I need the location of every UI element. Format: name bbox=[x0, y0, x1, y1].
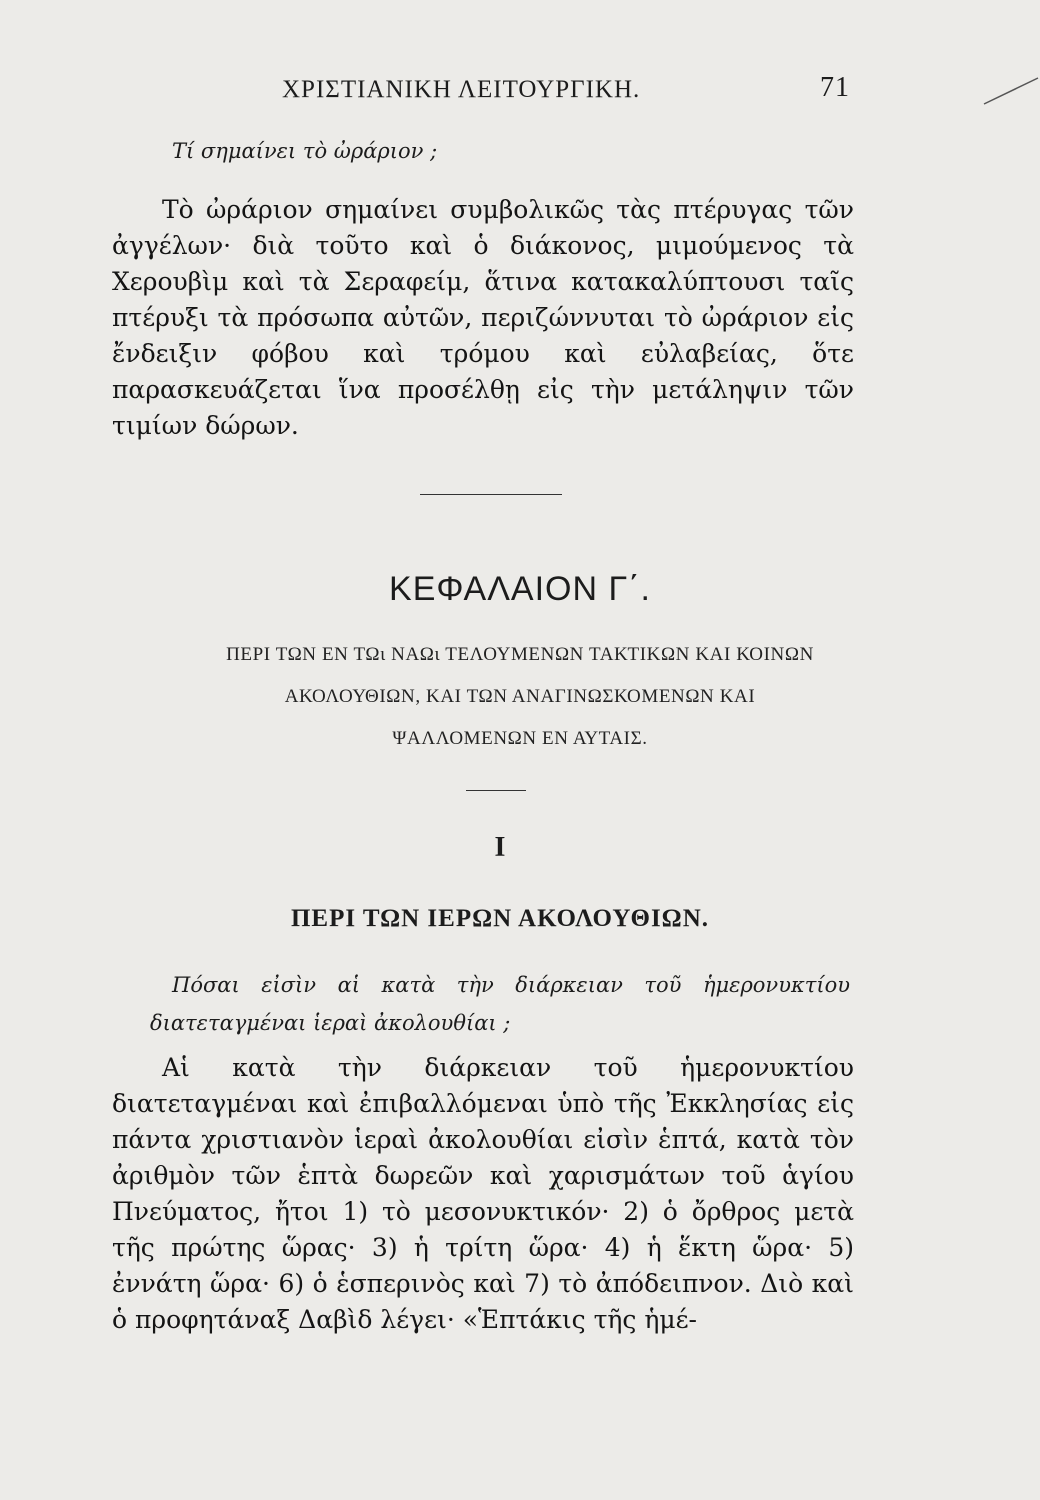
paper-edge-mark bbox=[980, 70, 1040, 140]
chapter-subtitle-line: ΠΕΡΙ ΤΩΝ ΕΝ ΤΩι ΝΑΩι ΤΕΛΟΥΜΕΝΩΝ ΤΑΚΤΙΚΩΝ ΚΑΙ ΚΟΙΝΩΝ bbox=[226, 644, 814, 665]
chapter-subtitle-line: ΑΚΟΛΟΥΘΙΩΝ, ΚΑΙ ΤΩΝ ΑΝΑΓΙΝΩΣΚΟΜΕΝΩΝ ΚΑΙ bbox=[284, 686, 756, 707]
question-services: Πόσαι εἰσὶν αἱ κατὰ τὴν διάρκειαν τοῦ ἡμερονυκτίου διατεταγμέναι ἱεραὶ ἀκολουθίαι ; bbox=[150, 973, 850, 1035]
chapter-subtitle-line: ΨΑΛΛΟΜΕΝΩΝ ΕΝ ΑΥΤΑΙΣ. bbox=[392, 728, 648, 749]
section-number: Ι bbox=[494, 832, 506, 863]
answer-orarion: Τὸ ὠράριον σημαίνει συμβολικῶς τὰς πτέρυγας τῶν ἀγγέλων· διὰ τοῦτο καὶ ὁ διάκονος, μιμούμενος τὰ Χερουβὶμ καὶ τὰ Σεραφείμ, ἅτινα κατακαλύπτουσι ταῖς πτέρυξι τὰ πρόσωπα αὐτῶν, περιζώννυται τὸ ὠράριον εἰς ἔνδειξιν φόβου καὶ τρόμου καὶ εὐλαβείας, ὅτε παρασκευάζεται ἵνα προσέλθῃ εἰς τὴν μετάληψιν τῶν τιμίων δώρων. bbox=[112, 195, 854, 440]
page-header bbox=[282, 72, 850, 112]
chapter-title: ΚΕΦΑΛΑΙΟΝ Γ΄. bbox=[389, 570, 651, 608]
section-title: ΠΕΡΙ ΤΩΝ ΙΕΡΩΝ ΑΚΟΛΟΥΘΙΩΝ. bbox=[290, 905, 710, 932]
question-orarion: Τί σημαίνει τὸ ὠράριον ; bbox=[172, 139, 438, 163]
chapter-subtitle bbox=[140, 634, 900, 760]
page-number: 71 bbox=[820, 72, 850, 103]
separator-rule bbox=[420, 494, 562, 495]
running-title: ΧΡΙΣΤΙΑΝΙΚΗ ΛΕΙΤΟΥΡΓΙΚΗ. bbox=[282, 76, 641, 103]
answer-services: Αἱ κατὰ τὴν διάρκειαν τοῦ ἡμερονυκτίου διατεταγμέναι καὶ ἐπιβαλλόμεναι ὑπὸ τῆς Ἐκκλησίας εἰς πάντα χριστιανὸν ἱεραὶ ἀκολουθίαι εἰσὶν ἑπτά, κατὰ τὸν ἀριθμὸν τῶν ἑπτὰ δωρεῶν καὶ χαρισμάτων τοῦ ἁγίου Πνεύματος, ἤτοι 1) τὸ μεσονυκτικόν· 2) ὁ ὄρθρος μετὰ τῆς πρώτης ὥρας· 3) ἡ τρίτη ὥρα· 4) ἡ ἕκτη ὥρα· 5) ἐννάτη ὥρα· 6) ὁ ἑσπερινὸς καὶ 7) τὸ ἀπόδειπνον. Διὸ καὶ ὁ προφητάναξ Δαβὶδ λέγει· «Ἑπτάκις τῆς ἡμέ- bbox=[112, 1053, 854, 1334]
short-rule bbox=[466, 790, 526, 791]
